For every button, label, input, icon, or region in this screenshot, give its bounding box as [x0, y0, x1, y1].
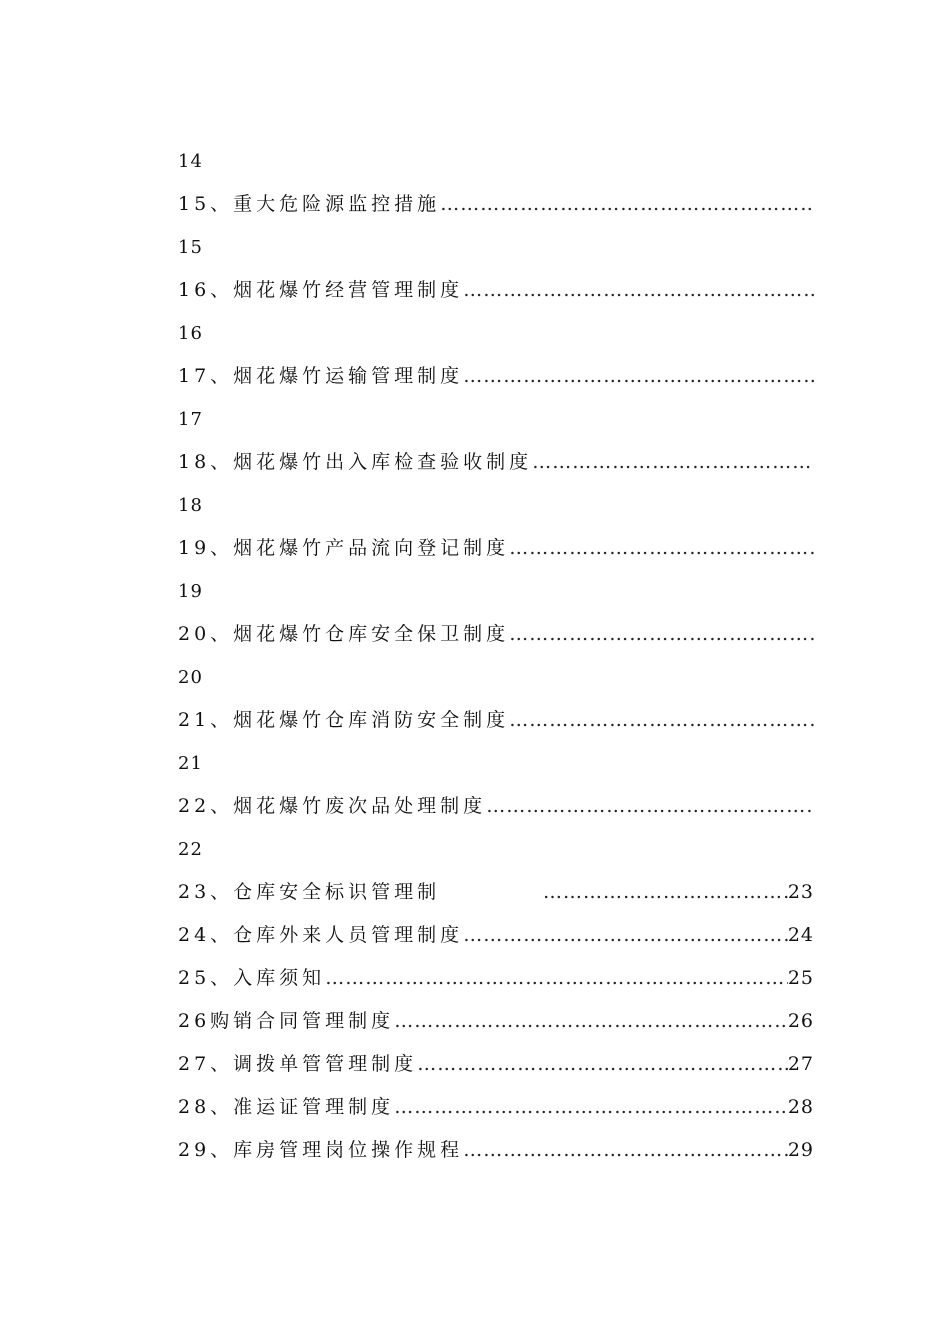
toc-leader-dots — [463, 355, 814, 398]
toc-entry[interactable] — [178, 871, 814, 914]
toc-entry[interactable] — [178, 613, 814, 656]
toc-entry-title: 23、仓库安全标识管理制 — [178, 881, 441, 903]
toc-entry-title: 24、仓库外来人员管理制度 — [178, 924, 464, 946]
toc-leader-dots — [509, 613, 814, 656]
toc-entry[interactable] — [178, 914, 814, 957]
toc-leader-dots — [509, 699, 814, 742]
toc-leader-dots — [440, 183, 814, 226]
toc-page-number: 14 — [178, 151, 203, 172]
toc-entry-title: 15、重大危险源监控措施 — [178, 193, 441, 215]
toc-entry-title: 17、烟花爆竹运输管理制度 — [178, 365, 464, 387]
toc-page-number: 27 — [787, 1053, 814, 1075]
toc-entry-title: 21、烟花爆竹仓库消防安全制度 — [178, 709, 510, 731]
toc-entry[interactable] — [178, 957, 814, 1000]
toc-entry-title: 25、入库须知 — [178, 967, 326, 989]
toc-page-number: 15 — [178, 237, 203, 258]
toc-page-number: 29 — [787, 1139, 814, 1161]
toc-entry[interactable] — [178, 527, 814, 570]
toc-page-number: 28 — [787, 1096, 814, 1118]
toc-entry[interactable] — [178, 1043, 814, 1086]
toc-leader-dots — [394, 1000, 788, 1043]
toc-entry-title: 27、调拨单管管理制度 — [178, 1053, 418, 1075]
toc-entry[interactable] — [178, 1129, 814, 1172]
toc-leader-dots — [543, 871, 788, 914]
toc-entry-title: 28、准运证管理制度 — [178, 1096, 395, 1118]
toc-page-number: 17 — [178, 409, 203, 430]
toc-leader-dots — [509, 527, 814, 570]
toc-entry[interactable] — [178, 1000, 814, 1043]
toc-page-number: 24 — [787, 924, 814, 946]
toc-leader-dots — [486, 785, 814, 828]
toc-entry[interactable] — [178, 183, 814, 226]
toc-leader-dots — [463, 1129, 788, 1172]
toc-page-number: 20 — [178, 667, 203, 688]
toc-entry[interactable] — [178, 699, 814, 742]
toc-entry-title: 29、库房管理岗位操作规程 — [178, 1139, 464, 1161]
toc-entry-title: 16、烟花爆竹经营管理制度 — [178, 279, 464, 301]
toc-page-number: 25 — [787, 967, 814, 989]
toc-leader-dots — [463, 914, 788, 957]
toc-entry[interactable] — [178, 441, 814, 484]
toc-page-number: 22 — [178, 839, 203, 860]
toc-entry[interactable] — [178, 785, 814, 828]
toc-page-number: 26 — [787, 1010, 814, 1032]
toc-entry-title: 20、烟花爆竹仓库安全保卫制度 — [178, 623, 510, 645]
toc-page-number: 18 — [178, 495, 203, 516]
toc-leader-dots — [325, 957, 788, 1000]
toc-page-number: 19 — [178, 581, 203, 602]
toc-page-number: 21 — [178, 753, 203, 774]
toc-leader-dots — [532, 441, 814, 484]
toc-entry[interactable] — [178, 355, 814, 398]
toc-leader-dots — [417, 1043, 788, 1086]
toc-leader-dots — [463, 269, 814, 312]
toc-entry-title: 19、烟花爆竹产品流向登记制度 — [178, 537, 510, 559]
table-of-contents — [178, 140, 818, 1172]
toc-leader-dots — [394, 1086, 788, 1129]
toc-page-number: 23 — [787, 881, 814, 903]
toc-page-number: 16 — [178, 323, 203, 344]
toc-entry[interactable] — [178, 1086, 814, 1129]
toc-entry-title: 22、烟花爆竹废次品处理制度 — [178, 795, 487, 817]
toc-entry-title: 26购销合同管理制度 — [178, 1010, 395, 1032]
toc-entry-title: 18、烟花爆竹出入库检查验收制度 — [178, 451, 533, 473]
toc-entry[interactable] — [178, 269, 814, 312]
